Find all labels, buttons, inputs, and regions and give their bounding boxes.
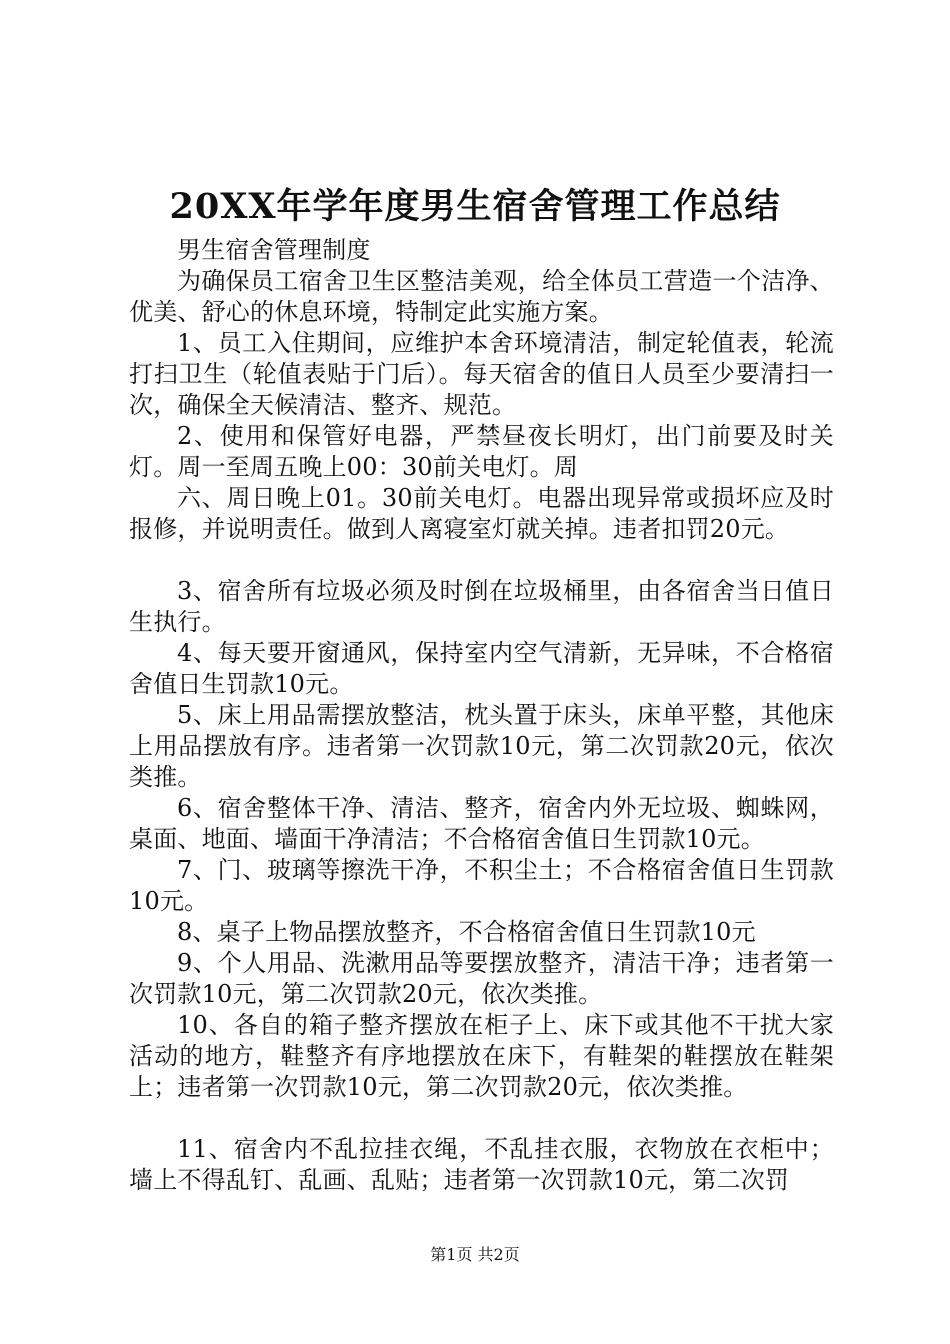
paragraph-rule-1: 1、员工入住期间，应维护本舍环境清洁，制定轮值表，轮流打扫卫生（轮值表贴于门后）。每天宿舍的值日人员至少要清扫一次，确保全天候清洁、整齐、规范。 (129, 329, 834, 419)
paragraph-rule-7: 7、门、玻璃等擦洗干净，不积尘土；不合格宿舍值日生罚款10元。 (129, 856, 834, 915)
page-number-footer: 第1页 共2页 (430, 1245, 520, 1264)
paragraph-rule-9: 9、个人用品、洗漱用品等要摆放整齐，清洁干净；违者第一次罚款10元，第二次罚款20元，依次类推。 (129, 949, 834, 1008)
paragraph-rule-8: 8、桌子上物品摆放整齐，不合格宿舍值日生罚款10元 (177, 918, 756, 946)
document-title: 20XX年学年度男生宿舍管理工作总结 (169, 186, 781, 227)
paragraph-rule-6: 6、宿舍整体干净、清洁、整齐，宿舍内外无垃圾、蜘蛛网，桌面、地面、墙面干净清洁；不合格宿舍值日生罚款10元。 (129, 794, 834, 853)
document-body (129, 235, 834, 1196)
section-heading: 男生宿舍管理制度 (177, 236, 371, 264)
paragraph-rule-2: 2、使用和保管好电器，严禁昼夜长明灯，出门前要及时关灯。周一至周五晚上00：30前关电灯。周 (129, 422, 834, 481)
paragraph-rule-3: 3、宿舍所有垃圾必须及时倒在垃圾桶里，由各宿舍当日值日生执行。 (129, 577, 834, 636)
paragraph-gap (129, 545, 834, 576)
paragraph-rule-4: 4、每天要开窗通风，保持室内空气清新，无异味，不合格宿舍值日生罚款10元。 (129, 639, 834, 698)
paragraph-rule-5: 5、床上用品需摆放整洁，枕头置于床头，床单平整，其他床上用品摆放有序。违者第一次罚款10元，第二次罚款20元，依次类推。 (129, 701, 834, 791)
paragraph-rule-11: 11、宿舍内不乱拉挂衣绳，不乱挂衣服，衣物放在衣柜中；墙上不得乱钉、乱画、乱贴；违者第一次罚款10元，第二次罚 (129, 1135, 834, 1194)
paragraph-intro: 为确保员工宿舍卫生区整洁美观，给全体员工营造一个洁净、优美、舒心的休息环境，特制定此实施方案。 (129, 267, 834, 326)
paragraph-gap (129, 1103, 834, 1134)
paragraph-rule-10: 10、各自的箱子整齐摆放在柜子上、床下或其他不干扰大家活动的地方，鞋整齐有序地摆放在床下，有鞋架的鞋摆放在鞋架上；违者第一次罚款10元，第二次罚款20元，依次类推。 (129, 1011, 834, 1101)
paragraph-rule-2-continued: 六、周日晚上01。30前关电灯。电器出现异常或损坏应及时报修，并说明责任。做到人离寝室灯就关掉。违者扣罚20元。 (129, 484, 834, 543)
